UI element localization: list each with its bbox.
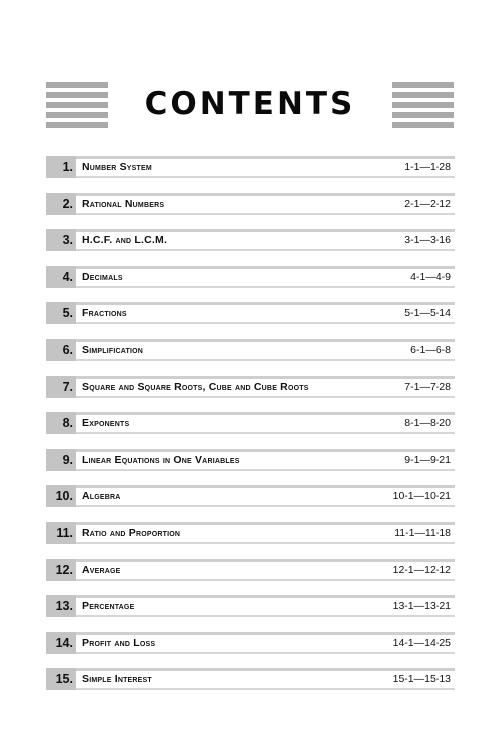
chapter-title: Number System bbox=[82, 161, 152, 173]
chapter-pages: 12-1—12-12 bbox=[392, 563, 451, 576]
chapter-pages: 14-1—14-25 bbox=[392, 636, 451, 649]
chapter-number: 7. bbox=[46, 376, 76, 398]
chapter-title: Decimals bbox=[82, 270, 123, 283]
chapter-title: Profit and Loss bbox=[82, 636, 156, 649]
chapter-number: 2. bbox=[46, 193, 76, 215]
toc-entry[interactable] bbox=[46, 412, 455, 434]
chapter-title: Fractions bbox=[82, 307, 127, 320]
chapter-number: 5. bbox=[46, 302, 76, 324]
toc-entry[interactable] bbox=[46, 156, 455, 178]
chapter-number: 14. bbox=[46, 632, 76, 654]
page-title: CONTENTS bbox=[144, 86, 356, 122]
chapter-pages: 13-1—13-21 bbox=[392, 600, 451, 613]
chapter-title: Average bbox=[82, 563, 121, 576]
chapter-title: Square and Square Roots, Cube and Cube Roots bbox=[82, 380, 309, 393]
chapter-pages: 8-1—8-20 bbox=[404, 417, 451, 430]
toc-entry[interactable] bbox=[46, 485, 455, 507]
chapter-title: Exponents bbox=[82, 417, 130, 430]
chapter-number: 6. bbox=[46, 339, 76, 361]
chapter-pages: 15-1—15-13 bbox=[392, 673, 451, 686]
toc-entry[interactable] bbox=[46, 559, 455, 581]
chapter-title: Percentage bbox=[82, 600, 135, 613]
toc-entry[interactable] bbox=[46, 449, 455, 471]
toc-entry[interactable] bbox=[46, 632, 455, 654]
chapter-title: H.C.F. and L.C.M. bbox=[82, 234, 168, 247]
chapter-pages: 6-1—6-8 bbox=[410, 343, 451, 356]
chapter-pages: 4-1—4-9 bbox=[410, 270, 451, 283]
chapter-number: 3. bbox=[46, 229, 76, 251]
toc-entry[interactable] bbox=[46, 668, 455, 690]
toc-entry[interactable] bbox=[46, 522, 455, 544]
toc-entry[interactable] bbox=[46, 266, 455, 288]
chapter-pages: 3-1—3-16 bbox=[404, 234, 451, 247]
chapter-number: 13. bbox=[46, 595, 76, 617]
chapter-title: Linear Equations in One Variables bbox=[82, 453, 240, 466]
toc-entry[interactable] bbox=[46, 339, 455, 361]
chapter-number: 8. bbox=[46, 412, 76, 434]
chapter-pages: 11-1—11-18 bbox=[394, 526, 451, 539]
chapter-title: Rational Numbers bbox=[82, 197, 165, 210]
chapter-pages: 2-1—2-12 bbox=[404, 197, 451, 210]
chapter-title: Algebra bbox=[82, 490, 121, 503]
chapter-title: Simple Interest bbox=[82, 673, 152, 686]
toc-entry[interactable] bbox=[46, 376, 455, 398]
chapter-number: 9. bbox=[46, 449, 76, 471]
chapter-number: 10. bbox=[46, 485, 76, 507]
chapter-pages: 9-1—9-21 bbox=[404, 453, 451, 466]
chapter-pages: 7-1—7-28 bbox=[404, 380, 451, 393]
chapter-number: 12. bbox=[46, 559, 76, 581]
chapter-number: 1. bbox=[46, 156, 76, 178]
chapter-pages: 5-1—5-14 bbox=[404, 307, 451, 320]
toc-entry[interactable] bbox=[46, 229, 455, 251]
toc-entry[interactable] bbox=[46, 595, 455, 617]
toc-entry[interactable] bbox=[46, 193, 455, 215]
chapter-pages: 1-1—1-28 bbox=[404, 161, 451, 173]
chapter-number: 11. bbox=[46, 522, 76, 544]
chapter-number: 15. bbox=[46, 668, 76, 690]
toc-entry[interactable] bbox=[46, 302, 455, 324]
chapter-title: Simplification bbox=[82, 343, 144, 356]
page-header bbox=[0, 0, 500, 140]
chapter-title: Ratio and Proportion bbox=[82, 526, 181, 539]
decorative-stripes-right bbox=[392, 82, 454, 128]
table-of-contents bbox=[46, 156, 455, 705]
chapter-number: 4. bbox=[46, 266, 76, 288]
chapter-pages: 10-1—10-21 bbox=[392, 490, 451, 503]
